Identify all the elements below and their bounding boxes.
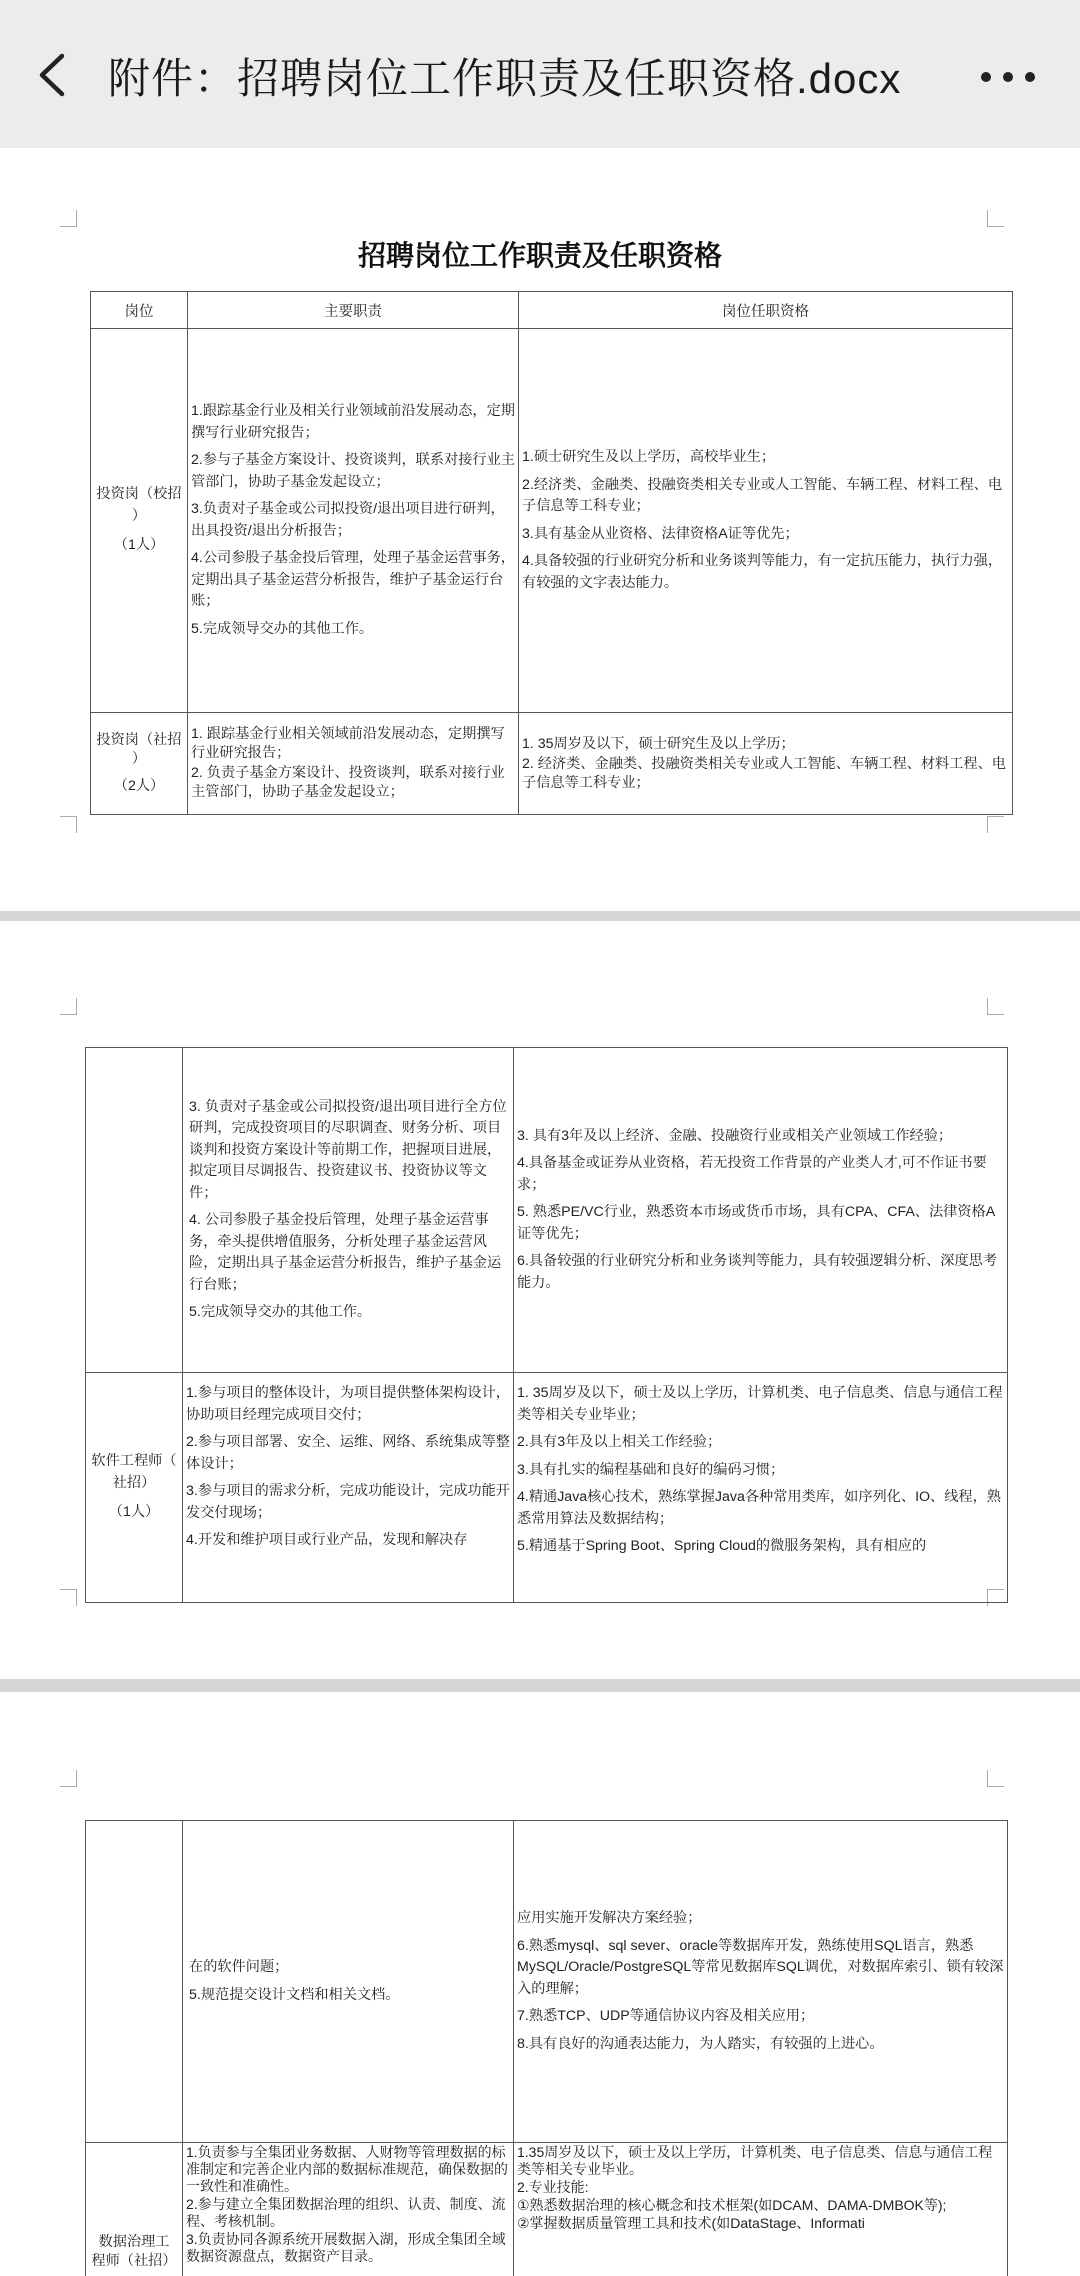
qualifications-cell: 1. 35周岁及以下，硕士研究生及以上学历； 2. 经济类、金融类、投融资类相关专业或人工智能、车辆工程、材料工程、电子信息等工科专业； <box>519 713 1013 815</box>
document-page-1 <box>0 148 1080 911</box>
qualifications-cell: 1. 35周岁及以下，硕士及以上学历，计算机类、电子信息类、信息与通信工程类等相关专业毕业； 2.具有3年及以上相关工作经验； 3.具有扎实的编程基础和良好的编码习惯； 4.精通Java核心技术，熟练掌握Java各种常用类库，如序列化、IO、线程，熟悉常用算法及数据结构； 5.精通基于Spring Boot、Spring Cloud的微服务架构，具有相应的 <box>514 1373 1008 1603</box>
qualifications-cell: 应用实施开发解决方案经验； 6.熟悉mysql、sql sever、oracle等数据库开发，熟练使用SQL语言，熟悉 MySQL/Oracle/PostgreSQL等常见数据库SQL调优，对数据库索引、锁有较深入的理解； 7.熟悉TCP、UDP等通信协议内容及相关应用； 8.具有良好的沟通表达能力，为人踏实，有较强的上进心。 <box>514 1821 1008 2143</box>
qualifications-cell: 1.硕士研究生及以上学历，高校毕业生； 2.经济类、金融类、投融资类相关专业或人工智能、车辆工程、材料工程、电子信息等工科专业； 3.具有基金从业资格、法律资格A证等优先； 4.具备较强的行业研究分析和业务谈判等能力，有一定抗压能力，执行力强，有较强的文字表达能力。 <box>519 329 1013 713</box>
position-cell <box>86 1821 183 2143</box>
position-cell: 软件工程师（ 社招） （1人） <box>86 1373 183 1603</box>
chevron-left-icon[interactable] <box>32 52 78 98</box>
table-header-row <box>91 292 1013 329</box>
duties-cell: 1. 跟踪基金行业相关领域前沿发展动态，定期撰写行业研究报告； 2. 负责子基金方案设计、投资谈判，联系对接行业主管部门，协助子基金发起设立； <box>188 713 519 815</box>
column-header: 主要职责 <box>188 292 519 329</box>
position-cell: 投资岗（校招 ） （1人） <box>91 329 188 713</box>
qualifications-cell: 3. 具有3年及以上经济、金融、投融资行业或相关产业领域工作经验； 4.具备基金或证券从业资格，若无投资工作背景的产业类人才,可不作证书要求； 5. 熟悉PE/VC行业，熟悉资本市场或货币市场，具有CPA、CFA、法律资格A证等优先； 6.具备较强的行业研究分析和业务谈判等能力，具有较强逻辑分析、深度思考能力。 <box>514 1048 1008 1373</box>
recruitment-table-page-2 <box>85 1047 1008 1603</box>
document-page-3 <box>0 1692 1080 2276</box>
document-page-2 <box>0 921 1080 1679</box>
column-header: 岗位任职资格 <box>519 292 1013 329</box>
duties-cell: 1.跟踪基金行业及相关行业领域前沿发展动态，定期撰写行业研究报告； 2.参与子基金方案设计、投资谈判，联系对接行业主管部门，协助子基金发起设立； 3.负责对子基金或公司拟投资/退出项目进行研判，出具投资/退出分析报告； 4.公司参股子基金投后管理，处理子基金运营事务，定期出具子基金运营分析报告，维护子基金运行台账； 5.完成领导交办的其他工作。 <box>188 329 519 713</box>
duties-cell: 在的软件问题； 5.规范提交设计文档和相关文档。 <box>183 1821 514 2143</box>
table-row <box>86 1048 1008 1373</box>
table-row <box>86 1373 1008 1603</box>
qualifications-cell: 1.35周岁及以下，硕士及以上学历，计算机类、电子信息类、信息与通信工程类等相关专业毕业。 2.专业技能: ①熟悉数据治理的核心概念和技术框架(如DCAM、DAMA-DMBOK等); ②掌握数据质量管理工具和技术(如DataStage、Informati <box>514 2143 1008 2276</box>
position-cell: 数据治理工 程师（社招） <box>86 2143 183 2276</box>
position-cell <box>86 1048 183 1373</box>
duties-cell: 3. 负责对子基金或公司拟投资/退出项目进行全方位研判，完成投资项目的尽职调查、财务分析、项目谈判和投资方案设计等前期工作，把握项目进展，拟定项目尽调报告、投资建议书、投资协议等文件； 4. 公司参股子基金投后管理，处理子基金运营事务，牵头提供增值服务，分析处理子基金运营风险，定期出具子基金运营分析报告，维护子基金运行台账； 5.完成领导交办的其他工作。 <box>183 1048 514 1373</box>
document-title: 招聘岗位工作职责及任职资格 <box>357 240 722 271</box>
position-cell: 投资岗（社招 ） （2人） <box>91 713 188 815</box>
recruitment-table-page-1 <box>90 291 1013 815</box>
table-row <box>86 1821 1008 2143</box>
table-row <box>91 329 1013 713</box>
column-header: 岗位 <box>91 292 188 329</box>
duties-cell: 1.负责参与全集团业务数据、人财物等管理数据的标准制定和完善企业内部的数据标准规范，确保数据的一致性和准确性。 2.参与建立全集团数据治理的组织、认责、制度、流程、考核机制。 3.负责协同各源系统开展数据入湖，形成全集团全域数据资源盘点，数据资产目录。 <box>183 2143 514 2276</box>
recruitment-table-page-3 <box>85 1820 1008 2276</box>
duties-cell: 1.参与项目的整体设计，为项目提供整体架构设计，协助项目经理完成项目交付； 2.参与项目部署、安全、运维、网络、系统集成等整体设计； 3.参与项目的需求分析，完成功能设计，完成功能开发交付现场； 4.开发和维护项目或行业产品，发现和解决存 <box>183 1373 514 1603</box>
more-horizontal-icon[interactable] <box>978 62 1038 92</box>
top-bar <box>0 0 1080 148</box>
table-row <box>86 2143 1008 2276</box>
table-row <box>91 713 1013 815</box>
document-title-header: 附件：招聘岗位工作职责及任职资格.docx <box>108 55 902 102</box>
